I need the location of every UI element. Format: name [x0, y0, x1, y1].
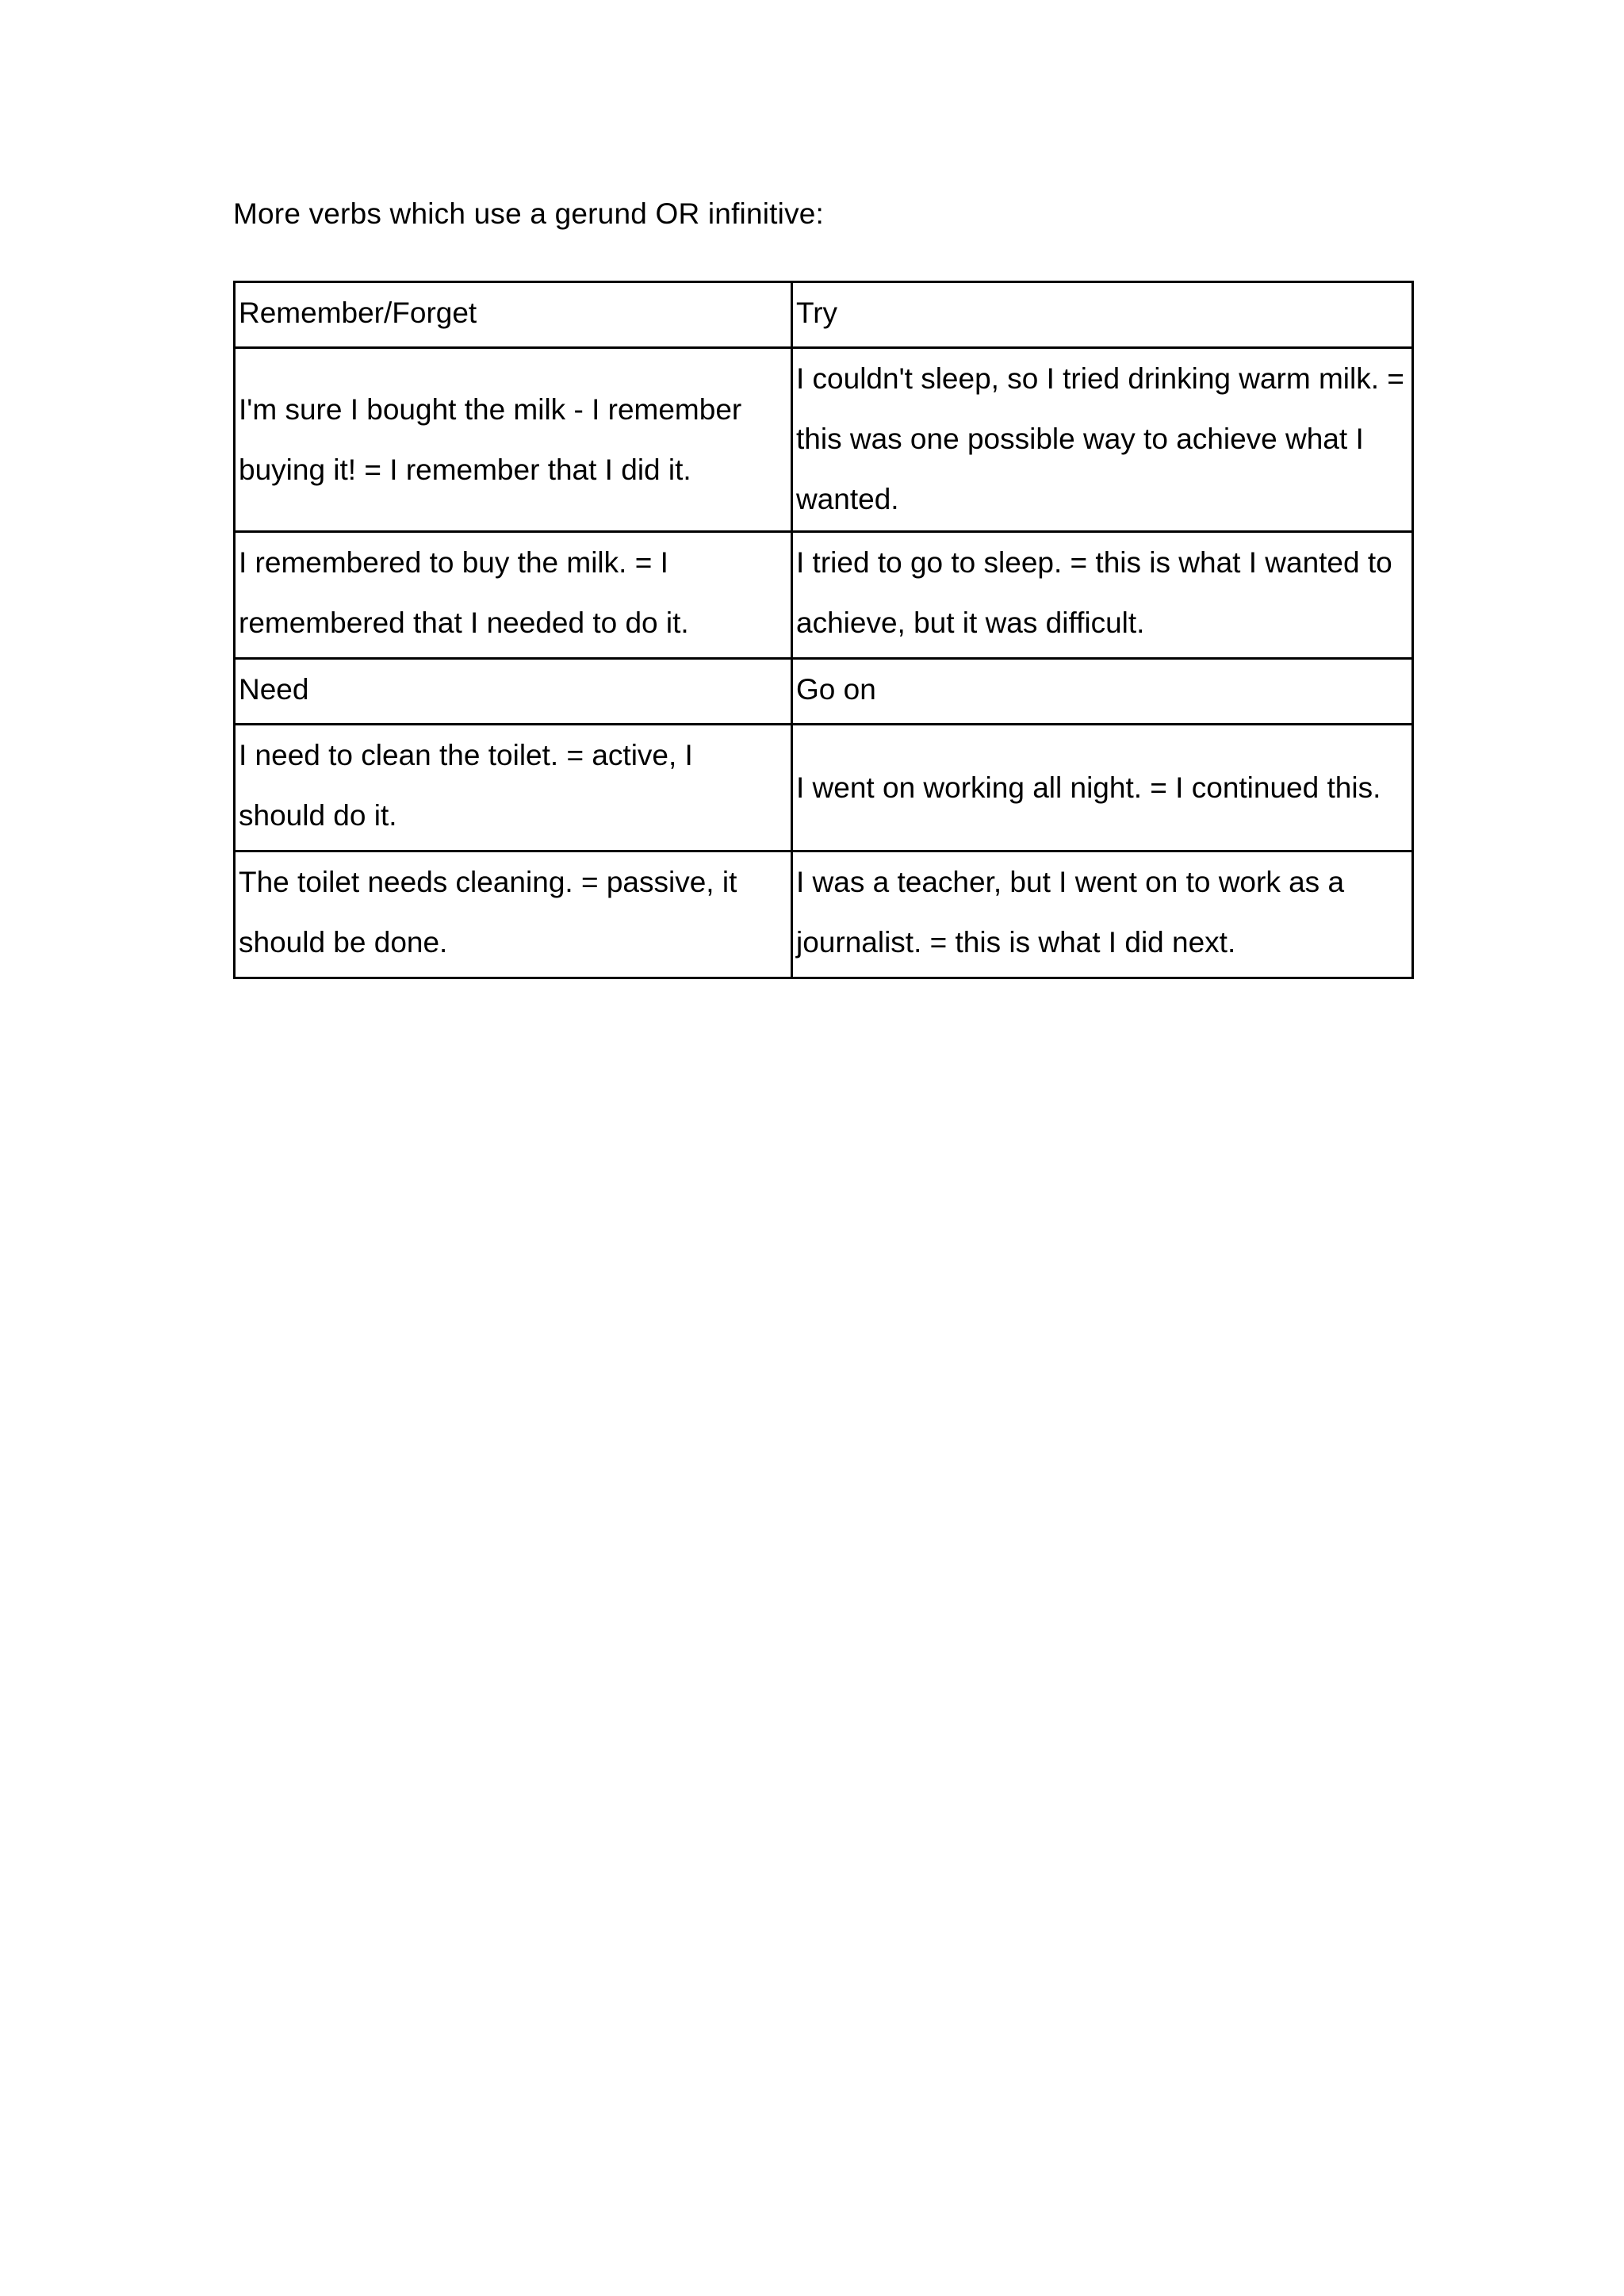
verbs-table [233, 281, 1414, 979]
table-cell-need-heading: Need [235, 659, 792, 725]
table-cell-go-on-heading: Go on [792, 659, 1413, 725]
table-cell: I went on working all night. = I continued this. [792, 725, 1413, 851]
table-row [235, 532, 1413, 659]
table-cell: I couldn't sleep, so I tried drinking warm milk. = this was one possible way to achieve what I wanted. [792, 348, 1413, 532]
table-cell-remember-forget-heading: Remember/Forget [235, 282, 792, 348]
table-cell: I need to clean the toilet. = active, I should do it. [235, 725, 792, 851]
table-cell: I remembered to buy the milk. = I remembered that I needed to do it. [235, 532, 792, 659]
table-row [235, 851, 1413, 978]
table-cell-try-heading: Try [792, 282, 1413, 348]
table-row [235, 659, 1413, 725]
table-row [235, 348, 1413, 532]
table-cell: The toilet needs cleaning. = passive, it should be done. [235, 851, 792, 978]
table-cell: I was a teacher, but I went on to work as a journalist. = this is what I did next. [792, 851, 1413, 978]
table-cell: I'm sure I bought the milk - I remember buying it! = I remember that I did it. [235, 348, 792, 532]
table-row [235, 282, 1413, 348]
table-row [235, 725, 1413, 851]
intro-text: More verbs which use a gerund OR infinitive: [233, 197, 825, 230]
table-cell: I tried to go to sleep. = this is what I wanted to achieve, but it was difficult. [792, 532, 1413, 659]
